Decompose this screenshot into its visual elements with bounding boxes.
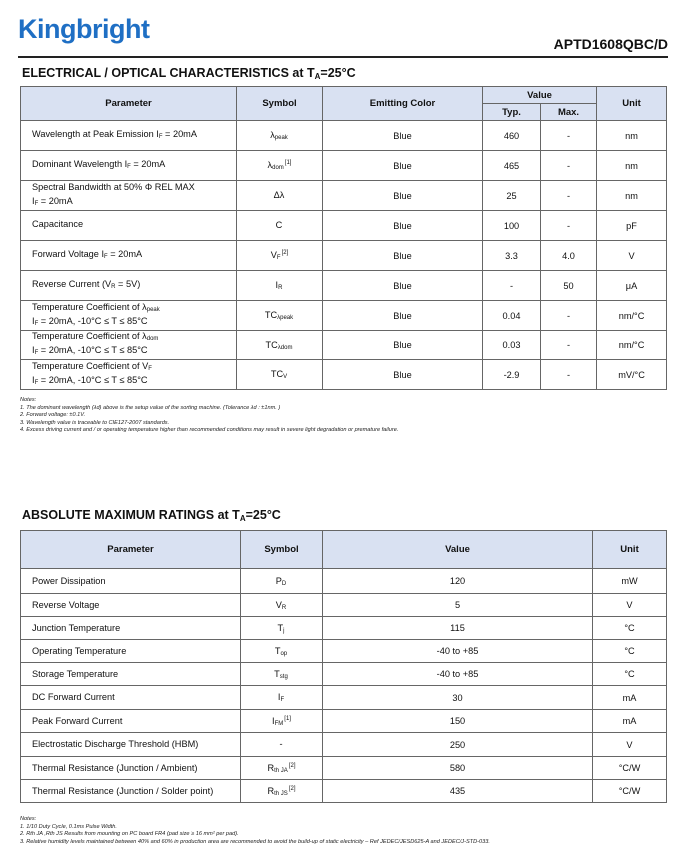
parameter-cell bbox=[21, 211, 237, 241]
symbol-subscript: th JS bbox=[274, 790, 288, 797]
parameter-text: = 20mA, -10°C ≤ T ≤ 85°C bbox=[38, 345, 148, 355]
symbol-cell bbox=[241, 640, 323, 663]
col-value: Value bbox=[323, 531, 593, 569]
parameter-cell: Storage Temperature bbox=[21, 663, 241, 686]
symbol-cell bbox=[237, 241, 323, 271]
notes-heading: Notes: bbox=[20, 816, 37, 822]
parameter-text: I bbox=[32, 374, 35, 385]
symbol-subscript: R bbox=[278, 285, 283, 291]
symbol-text: - bbox=[279, 739, 283, 749]
max-value-cell: - bbox=[541, 121, 597, 151]
symbol-note-ref: [1] bbox=[284, 160, 292, 166]
max-value-cell: 4.0 bbox=[541, 241, 597, 271]
col-parameter: Parameter bbox=[21, 531, 241, 569]
note-item: 2. Rth JA ,Rth JS Results from mounting on PC board FR4 (pad size ≥ 16 mm² per pad). bbox=[20, 831, 239, 838]
parameter-text: Forward Voltage I bbox=[32, 248, 105, 259]
col-unit: Unit bbox=[593, 531, 667, 569]
parameter-cell: Electrostatic Discharge Threshold (HBM) bbox=[21, 733, 241, 757]
kingbright-logo: Kingbright bbox=[18, 14, 150, 44]
unit-cell: V bbox=[593, 594, 667, 617]
emitting-color-cell: Blue bbox=[323, 301, 483, 331]
symbol-text: λ bbox=[270, 130, 275, 140]
table-row bbox=[21, 271, 667, 301]
parameter-cell bbox=[21, 121, 237, 151]
notes-heading: Notes: bbox=[20, 397, 37, 403]
parameter-line bbox=[32, 345, 236, 359]
note-item: 3. Wavelength value is traceable to CIE127-2007 standards. bbox=[20, 419, 170, 426]
unit-cell: °C/W bbox=[593, 780, 667, 803]
typ-value-cell: 0.04 bbox=[483, 301, 541, 331]
max-value-cell: - bbox=[541, 360, 597, 390]
symbol-subscript: F bbox=[280, 697, 285, 703]
symbol-subscript: th JA bbox=[274, 767, 288, 774]
value-cell: 120 bbox=[323, 569, 593, 594]
parameter-text: Temperature Coefficient of λ bbox=[32, 331, 147, 341]
symbol-cell bbox=[237, 331, 323, 360]
unit-cell: mV/°C bbox=[597, 360, 667, 390]
max-value-cell: - bbox=[541, 301, 597, 331]
parameter-cell: Operating Temperature bbox=[21, 640, 241, 663]
value-cell: -40 to +85 bbox=[323, 640, 593, 663]
symbol-text: TC bbox=[265, 339, 278, 350]
typ-value-cell: 100 bbox=[483, 211, 541, 241]
parameter-line bbox=[32, 159, 236, 173]
table-row bbox=[21, 663, 667, 686]
emitting-color-cell: Blue bbox=[323, 271, 483, 301]
typ-value-cell: 25 bbox=[483, 181, 541, 211]
parameter-cell: Reverse Voltage bbox=[21, 594, 241, 617]
symbol-cell bbox=[241, 569, 323, 594]
parameter-text: I bbox=[32, 345, 35, 355]
parameter-subscript: F bbox=[34, 320, 39, 327]
symbol-text: TC bbox=[270, 369, 284, 379]
symbol-cell bbox=[237, 181, 323, 211]
parameter-cell: Power Dissipation bbox=[21, 569, 241, 594]
value-cell: 435 bbox=[323, 780, 593, 803]
parameter-cell bbox=[21, 301, 237, 331]
col-typ: Typ. bbox=[483, 104, 541, 121]
symbol-subscript: stg bbox=[279, 673, 288, 680]
typ-value-cell: 460 bbox=[483, 121, 541, 151]
symbol-subscript: λdom bbox=[277, 344, 293, 351]
symbol-note-ref: [2] bbox=[281, 250, 289, 256]
note-item: 1. The dominant wavelength (λd) above is the setup value of the sorting machine. (Tolerance λd : ±1nm. ) bbox=[20, 404, 281, 411]
symbol-text: R bbox=[267, 762, 275, 773]
header-rule bbox=[18, 56, 668, 58]
parameter-line bbox=[32, 331, 236, 345]
electrical-notes bbox=[20, 397, 398, 435]
max-value-cell: - bbox=[541, 331, 597, 360]
table-row bbox=[21, 181, 667, 211]
col-value: Value bbox=[483, 87, 597, 104]
parameter-line bbox=[32, 196, 236, 210]
symbol-note-ref: [2] bbox=[288, 762, 296, 769]
parameter-text: = 5V) bbox=[115, 278, 141, 289]
max-value-cell: - bbox=[541, 181, 597, 211]
table-row bbox=[21, 686, 667, 710]
symbol-text: TC bbox=[264, 310, 278, 320]
parameter-text: Temperature Coefficient of λ bbox=[32, 301, 147, 312]
parameter-line bbox=[32, 129, 236, 143]
unit-cell: °C/W bbox=[593, 757, 667, 780]
parameter-subscript: F bbox=[34, 350, 39, 356]
symbol-text: Δλ bbox=[273, 190, 285, 200]
symbol-subscript: FM bbox=[274, 720, 284, 727]
typ-value-cell: 3.3 bbox=[483, 241, 541, 271]
symbol-note-ref: [2] bbox=[288, 785, 296, 792]
note-item: 1. 1/10 Duty Cycle, 0.1ms Pulse Width. bbox=[20, 823, 117, 830]
symbol-cell bbox=[237, 301, 323, 331]
unit-cell: nm bbox=[597, 121, 667, 151]
emitting-color-cell: Blue bbox=[323, 121, 483, 151]
max-value-cell: - bbox=[541, 211, 597, 241]
parameter-cell: Thermal Resistance (Junction / Ambient) bbox=[21, 757, 241, 780]
symbol-text: V bbox=[275, 599, 282, 610]
parameter-text: = 20mA bbox=[38, 195, 73, 206]
value-cell: 580 bbox=[323, 757, 593, 780]
parameter-text: Spectral Bandwidth at 50% Φ REL MAX bbox=[32, 181, 195, 192]
unit-cell: V bbox=[593, 733, 667, 757]
parameter-subscript: F bbox=[34, 200, 39, 207]
parameter-cell bbox=[21, 271, 237, 301]
table-row bbox=[21, 757, 667, 780]
parameter-cell bbox=[21, 181, 237, 211]
table-row bbox=[21, 780, 667, 803]
unit-cell: pF bbox=[597, 211, 667, 241]
col-parameter: Parameter bbox=[21, 87, 237, 121]
symbol-subscript: peak bbox=[274, 135, 288, 141]
parameter-cell bbox=[21, 331, 237, 360]
parameter-subscript: F bbox=[127, 163, 131, 170]
table-row bbox=[21, 301, 667, 331]
symbol-cell bbox=[237, 121, 323, 151]
value-cell: 150 bbox=[323, 710, 593, 733]
symbol-text: T bbox=[274, 645, 281, 656]
absolute-section-title: ABSOLUTE MAXIMUM RATINGS at $T_A=25^\circ C$ bbox=[22, 508, 281, 523]
parameter-line bbox=[32, 361, 236, 375]
symbol-text: C bbox=[275, 220, 283, 230]
unit-cell: nm/°C bbox=[597, 331, 667, 360]
symbol-text: V bbox=[270, 250, 277, 260]
symbol-cell bbox=[241, 757, 323, 780]
symbol-text: λ bbox=[267, 160, 273, 170]
unit-cell: mA bbox=[593, 686, 667, 710]
electrical-section-title: ELECTRICAL / OPTICAL CHARACTERISTICS at $T_A=25^\circ C$ bbox=[22, 66, 356, 81]
col-emitting-color: Emitting Color bbox=[323, 87, 483, 121]
symbol-cell bbox=[241, 710, 323, 733]
parameter-line bbox=[32, 182, 236, 196]
table-row bbox=[21, 241, 667, 271]
emitting-color-cell: Blue bbox=[323, 331, 483, 360]
unit-cell: μA bbox=[597, 271, 667, 301]
table-row bbox=[21, 569, 667, 594]
unit-cell: mW bbox=[593, 569, 667, 594]
symbol-text: T bbox=[274, 668, 280, 679]
symbol-cell bbox=[241, 780, 323, 803]
symbol-note-ref: [1] bbox=[284, 715, 291, 722]
symbol-subscript: dom bbox=[272, 165, 284, 171]
symbol-cell bbox=[237, 151, 323, 181]
symbol-subscript: F bbox=[276, 255, 281, 261]
symbol-cell bbox=[241, 733, 323, 757]
parameter-text: I bbox=[32, 195, 35, 206]
parameter-subscript: F bbox=[34, 379, 39, 386]
parameter-text: Dominant Wavelength I bbox=[32, 158, 128, 169]
parameter-line bbox=[32, 279, 236, 293]
value-cell: 5 bbox=[323, 594, 593, 617]
emitting-color-cell: Blue bbox=[323, 211, 483, 241]
symbol-text: P bbox=[275, 575, 282, 586]
col-symbol: Symbol bbox=[241, 531, 323, 569]
emitting-color-cell: Blue bbox=[323, 151, 483, 181]
absolute-notes bbox=[20, 816, 490, 846]
parameter-cell bbox=[21, 360, 237, 390]
symbol-subscript: V bbox=[283, 374, 288, 380]
max-value-cell: 50 bbox=[541, 271, 597, 301]
parameter-cell bbox=[21, 151, 237, 181]
symbol-subscript: j bbox=[283, 627, 285, 634]
symbol-cell bbox=[237, 360, 323, 390]
parameter-subscript: F bbox=[158, 133, 163, 140]
unit-cell: °C bbox=[593, 640, 667, 663]
table-row bbox=[21, 121, 667, 151]
unit-cell: V bbox=[597, 241, 667, 271]
note-item: 2. Forward voltage: ±0.1V. bbox=[20, 412, 86, 419]
table-row bbox=[21, 710, 667, 733]
parameter-cell: DC Forward Current bbox=[21, 686, 241, 710]
table-row bbox=[21, 617, 667, 640]
unit-cell: nm bbox=[597, 151, 667, 181]
parameter-text: = 20mA, -10°C ≤ T ≤ 85°C bbox=[38, 315, 148, 326]
symbol-cell bbox=[241, 594, 323, 617]
table-row bbox=[21, 640, 667, 663]
typ-value-cell: 465 bbox=[483, 151, 541, 181]
typ-value-cell: -2.9 bbox=[483, 360, 541, 390]
emitting-color-cell: Blue bbox=[323, 181, 483, 211]
parameter-text: Reverse Current (V bbox=[32, 278, 112, 289]
parameter-subscript: F bbox=[148, 365, 152, 372]
parameter-line bbox=[32, 249, 236, 263]
absolute-table bbox=[20, 530, 667, 803]
symbol-text: I bbox=[272, 715, 275, 726]
parameter-cell: Thermal Resistance (Junction / Solder point) bbox=[21, 780, 241, 803]
parameter-cell: Junction Temperature bbox=[21, 617, 241, 640]
parameter-cell bbox=[21, 241, 237, 271]
symbol-subscript: op bbox=[280, 650, 288, 657]
parameter-cell: Peak Forward Current bbox=[21, 710, 241, 733]
symbol-subscript: λpeak bbox=[277, 315, 294, 321]
symbol-cell bbox=[237, 211, 323, 241]
parameter-text: = 20mA, -10°C ≤ T ≤ 85°C bbox=[38, 374, 148, 385]
symbol-subscript: D bbox=[281, 580, 287, 587]
parameter-line bbox=[32, 219, 236, 233]
parameter-subscript: R bbox=[111, 283, 116, 290]
max-value-cell: - bbox=[541, 151, 597, 181]
note-item: 3. Relative humidity levels maintained between 40% and 60% in production area are recommended to avoid the build-up of static electricity – Ref JEDEC/JESD625-A and JEDEC/J-STD-033. bbox=[20, 838, 490, 845]
symbol-subscript: R bbox=[281, 604, 287, 611]
symbol-text: I bbox=[275, 280, 279, 290]
parameter-text: = 20mA bbox=[130, 158, 166, 169]
table-row bbox=[21, 151, 667, 181]
electrical-table bbox=[20, 86, 667, 390]
col-unit: Unit bbox=[597, 87, 667, 121]
symbol-text: I bbox=[277, 692, 281, 702]
unit-cell: nm bbox=[597, 181, 667, 211]
table-row bbox=[21, 211, 667, 241]
value-cell: 30 bbox=[323, 686, 593, 710]
symbol-cell bbox=[241, 686, 323, 710]
emitting-color-cell: Blue bbox=[323, 241, 483, 271]
unit-cell: mA bbox=[593, 710, 667, 733]
parameter-subscript: dom bbox=[146, 336, 159, 342]
parameter-line bbox=[32, 316, 236, 330]
parameter-subscript: peak bbox=[146, 306, 160, 313]
unit-cell: °C bbox=[593, 617, 667, 640]
col-symbol: Symbol bbox=[237, 87, 323, 121]
table-row bbox=[21, 733, 667, 757]
part-number: APTD1608QBC/D bbox=[553, 36, 668, 52]
parameter-text: = 20mA bbox=[107, 248, 143, 259]
symbol-text: T bbox=[277, 622, 284, 633]
parameter-text: Capacitance bbox=[32, 218, 84, 229]
parameter-text: Wavelength at Peak Emission I bbox=[32, 128, 159, 139]
value-cell: -40 to +85 bbox=[323, 663, 593, 686]
note-item: 4. Excess driving current and / or operating temperature higher than recommended conditions may result in severe light degradation or premature failure. bbox=[20, 427, 399, 434]
symbol-text: R bbox=[267, 785, 275, 796]
table-row bbox=[21, 331, 667, 360]
value-cell: 250 bbox=[323, 733, 593, 757]
table-row bbox=[21, 594, 667, 617]
unit-cell: nm/°C bbox=[597, 301, 667, 331]
parameter-text: I bbox=[32, 315, 35, 326]
parameter-line bbox=[32, 302, 236, 316]
symbol-cell bbox=[237, 271, 323, 301]
unit-cell: °C bbox=[593, 663, 667, 686]
parameter-text: Temperature Coefficient of V bbox=[32, 360, 149, 371]
symbol-cell bbox=[241, 617, 323, 640]
table-row bbox=[21, 360, 667, 390]
parameter-subscript: F bbox=[104, 253, 108, 260]
col-max: Max. bbox=[541, 104, 597, 121]
emitting-color-cell: Blue bbox=[323, 360, 483, 390]
parameter-line bbox=[32, 375, 236, 389]
symbol-cell bbox=[241, 663, 323, 686]
typ-value-cell: 0.03 bbox=[483, 331, 541, 360]
value-cell: 115 bbox=[323, 617, 593, 640]
typ-value-cell: - bbox=[483, 271, 541, 301]
parameter-text: = 20mA bbox=[162, 128, 197, 139]
